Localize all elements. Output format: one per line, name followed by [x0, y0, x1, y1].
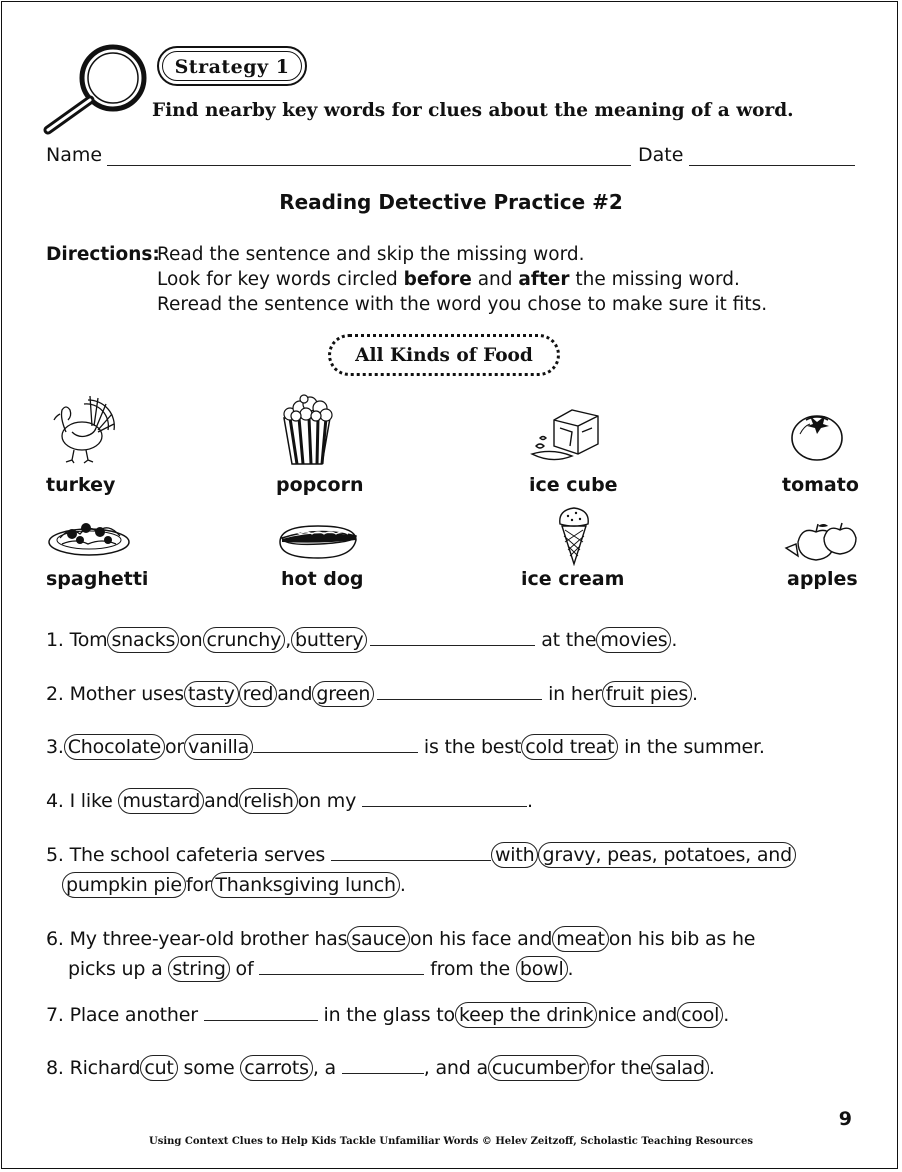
footer-credit: Using Context Clues to Help Kids Tackle Unfamiliar Words © Helev Zeitzoff, Scholastic Teaching Resources [149, 1136, 753, 1147]
strategy-badge [157, 46, 307, 86]
answer-blank[interactable] [259, 956, 424, 975]
hot-dog-icon [274, 518, 360, 562]
food-banner-label: All Kinds of Food [355, 345, 533, 366]
key-word: meat [552, 926, 609, 952]
strategy-description: Find nearby key words for clues about the meaning of a word. [152, 100, 794, 121]
key-word: gravy, peas, potatoes, and [538, 842, 796, 868]
magnifying-glass-icon [40, 42, 150, 137]
name-field[interactable] [107, 165, 631, 166]
key-word: green [312, 681, 374, 707]
page-number: 9 [838, 1108, 852, 1130]
key-word: mustard [118, 788, 204, 814]
answer-blank[interactable] [362, 788, 527, 807]
spaghetti-icon [46, 516, 132, 558]
answer-blank[interactable] [370, 627, 535, 646]
answer-blank[interactable] [204, 1002, 318, 1021]
strategy-badge-label: Strategy 1 [174, 56, 290, 78]
key-word: cucumber [488, 1055, 589, 1081]
key-word: salad [651, 1055, 709, 1081]
tomato-icon [788, 406, 846, 464]
food-label-hot-dog: hot dog [281, 568, 364, 590]
key-word: cut [140, 1055, 177, 1081]
key-word: pumpkin pie [62, 872, 186, 898]
food-label-spaghetti: spaghetti [46, 568, 149, 590]
key-word: string [168, 956, 229, 982]
food-banner [328, 334, 560, 376]
key-word: buttery [291, 627, 367, 653]
key-word: sauce [347, 926, 410, 952]
date-label: Date [638, 144, 684, 166]
question-4: 4. I like mustard and relish on my . [46, 790, 533, 812]
ice-cube-icon [526, 406, 610, 464]
key-word: movies [596, 627, 671, 653]
name-label: Name [46, 144, 103, 166]
ice-cream-icon [556, 506, 592, 566]
answer-blank[interactable] [377, 681, 542, 700]
question-6: 6. My three-year-old brother has sauce on his face and meat on his bib as he picks up a string of from the bowl . [46, 928, 756, 980]
question-8: 8. Richard cut some carrots , a , and a cucumber for the salad . [46, 1057, 715, 1079]
key-word: carrots [240, 1055, 313, 1081]
food-label-apples: apples [787, 568, 858, 590]
answer-blank[interactable] [253, 734, 418, 753]
key-word: vanilla [184, 734, 253, 760]
key-word: Thanksgiving lunch [211, 872, 400, 898]
name-date-line [46, 144, 856, 170]
answer-blank[interactable] [331, 842, 491, 861]
key-word: Chocolate [64, 734, 165, 760]
directions-line-1: Read the sentence and skip the missing word. [157, 244, 585, 265]
food-label-turkey: turkey [46, 474, 116, 496]
question-7: 7. Place another in the glass to keep the drink nice and cool . [46, 1004, 730, 1026]
key-word: cool [677, 1002, 723, 1028]
popcorn-icon [278, 394, 336, 466]
key-word: tasty [184, 681, 239, 707]
key-word: crunchy [203, 627, 286, 653]
food-label-tomato: tomato [782, 474, 859, 496]
answer-blank[interactable] [342, 1055, 424, 1074]
directions-line-3: Reread the sentence with the word you chose to make sure it fits. [157, 294, 768, 315]
food-label-popcorn: popcorn [276, 474, 364, 496]
food-label-ice-cream: ice cream [521, 568, 625, 590]
key-word: with [491, 842, 539, 868]
turkey-icon [48, 392, 118, 464]
apples-icon [784, 522, 858, 562]
key-word: snacks [107, 627, 179, 653]
key-word: keep the drink [455, 1002, 597, 1028]
food-label-ice-cube: ice cube [529, 474, 618, 496]
key-word: fruit pies [602, 681, 692, 707]
question-5: 5. The school cafeteria serves with gravy, peas, potatoes, and pumpkin pie for Thanksgiving lunch . [46, 841, 796, 901]
key-word: red [239, 681, 278, 707]
question-2: 2. Mother uses tasty red and green in her fruit pies . [46, 683, 698, 705]
question-1: 1. Tom snacks on crunchy , buttery at the movies . [46, 629, 678, 651]
question-3: 3. Chocolate or vanilla is the best cold treat in the summer. [46, 736, 765, 758]
page-title: Reading Detective Practice #2 [279, 190, 623, 214]
date-field[interactable] [689, 165, 855, 166]
directions-label: Directions: [46, 244, 160, 265]
key-word: bowl [516, 956, 568, 982]
key-word: cold treat [521, 734, 618, 760]
key-word: relish [239, 788, 297, 814]
directions-line-2: Look for key words circled before and after the missing word. [157, 269, 740, 290]
